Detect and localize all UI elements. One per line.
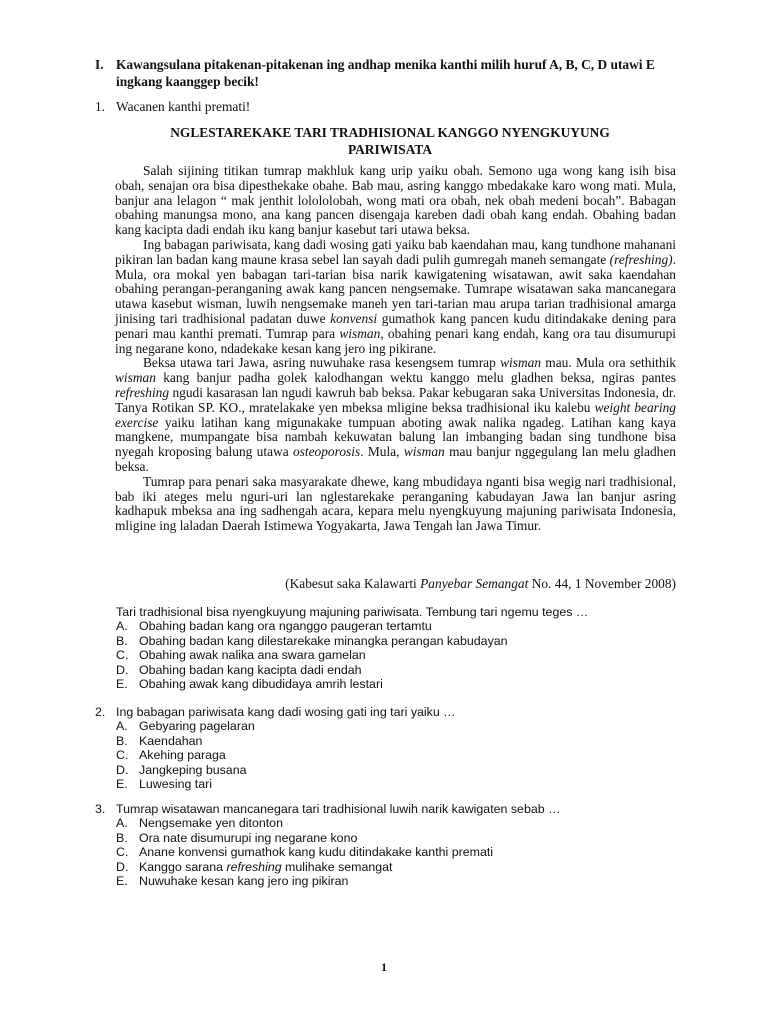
option-text: Obahing badan kang ora nganggo paugeran tertamtu — [139, 619, 432, 634]
option-text-b: mulihake semangat — [281, 859, 393, 874]
paragraph-3-text-e: yaiku latihan kang migunakake tumpuan aboting awak nalika ngadeg. Latihan kang kaya mangkene, mumpangate bisa nambah kekuwatan balung lan imbanging badan sing tundhone bisa nyegah kroposing balung utawa — [115, 414, 676, 460]
option-letter: C. — [116, 845, 129, 860]
option-text: Obahing badan kang dilestarekake minangka perangan kabudayan — [139, 633, 508, 648]
option-text: Luwesing tari — [139, 776, 213, 791]
option-letter: B. — [116, 830, 128, 845]
answer-option-d[interactable] — [116, 663, 695, 677]
question-stem: Ing babagan pariwisata kang dadi wosing gati ing tari yaiku … — [116, 705, 456, 719]
answer-options — [116, 816, 695, 888]
paragraph-3-text-f: . Mula, — [360, 444, 404, 460]
paragraph-3 — [115, 356, 676, 474]
answer-option-a[interactable] — [116, 719, 695, 733]
option-letter: A. — [116, 619, 128, 634]
term-wisman: wisman — [115, 370, 156, 386]
option-text: Obahing awak nalika ana swara gamelan — [139, 648, 366, 663]
option-text: Obahing awak kang dibudidaya amrih lestari — [139, 676, 383, 691]
source-text-a: (Kabesut saka Kalawarti — [285, 576, 421, 591]
option-letter: B. — [116, 633, 128, 648]
passage-body — [115, 164, 676, 534]
term-refreshing: refreshing — [115, 384, 170, 400]
option-text: Anane konvensi gumathok kang kudu ditindakake kanthi premati — [139, 845, 494, 860]
answer-option-a[interactable] — [116, 619, 695, 633]
option-letter: C. — [116, 748, 129, 763]
source-citation — [115, 576, 676, 592]
passage-title — [110, 124, 670, 158]
page-number: 1 — [381, 960, 387, 974]
term-refreshing: refreshing — [226, 859, 282, 874]
question-stem: Tari tradhisional bisa nyengkuyung majuning pariwisata. Tembung tari ngemu teges … — [116, 605, 589, 619]
option-letter: E. — [116, 776, 128, 791]
question-3-block — [95, 802, 695, 888]
paragraph-1-text: Salah sijining titikan tumrap makhluk kang urip yaiku obah. Semono uga wong kang isih bisa obah, senajan ora bisa dipesthekake obahe. Bab mau, asring kanggo mbedakake karo wong mati. Mula, banjur ana lelagon “ mak jenthit lolololobah, wong mati ora obah, nek obah medeni bocah”. Babagan obahing manungsa mono, ana kang pancen disengaja kareben dadi obah kang endah. Obahing badan kang kacipta dadi endah iku kang banjur kasebut tari utawa beksa. — [115, 163, 676, 238]
answer-options — [116, 719, 695, 791]
option-letter: A. — [116, 816, 128, 831]
answer-option-c[interactable] — [116, 845, 695, 859]
question-1-number: 1. — [95, 99, 106, 114]
term-weight-bearing-exercise: weight bearing exercise — [115, 399, 676, 430]
answer-option-b[interactable] — [116, 831, 695, 845]
answer-option-b[interactable] — [116, 734, 695, 748]
term-wisman: wisman — [500, 355, 542, 371]
option-text-a: Kanggo sarana — [139, 859, 227, 874]
answer-options — [116, 619, 695, 691]
term-wisman: wisman — [403, 444, 445, 460]
option-letter: E. — [116, 676, 128, 691]
option-text: Gebyaring pagelaran — [139, 719, 255, 734]
option-letter: D. — [116, 859, 129, 874]
paragraph-4 — [115, 475, 676, 534]
instruction-block — [95, 56, 695, 90]
paragraph-3-text-b: mau. Mula ora sethithik — [541, 355, 676, 371]
answer-option-b[interactable] — [116, 634, 695, 648]
passage-title-line-1: NGLESTAREKAKE TARI TRADHISIONAL KANGGO NYENGKUYUNG — [170, 125, 610, 140]
term-konvensi: konvensi — [330, 310, 378, 326]
answer-option-c[interactable] — [116, 648, 695, 662]
option-letter: D. — [116, 762, 129, 777]
paragraph-2-text-b: . Mula, ora mokal yen babagan tari-tarian bisa narik kawigatening wisatawan, awit saka kaendahan obahing perangan-peranganing awak kang pancen nengsemake. Tumrape wisatawan saka mancanegara utawa kasebut wisman, luwih nengsemake maneh yen tari-tarian mau arupa tarian tradhisional amarga jinising tari tradhisional padatan duwe — [115, 251, 676, 326]
source-magazine-name: Panyebar Semangat — [420, 576, 529, 591]
option-text: Jangkeping busana — [139, 762, 247, 777]
answer-option-e[interactable] — [116, 777, 695, 791]
option-text: Obahing badan kang kacipta dadi endah — [139, 662, 362, 677]
paragraph-3-text-g: mau banjur nggegulang lan melu gladhen beksa. — [115, 444, 676, 474]
option-letter: C. — [116, 648, 129, 663]
answer-option-d[interactable] — [116, 763, 695, 777]
paragraph-2-text-d: , obahing penari kang endah, kang ora tau disumurupi ing negarane kono, ndadekake kesan kang jero ing pikirane. — [115, 325, 676, 356]
option-text: Nuwuhake kesan kang jero ing pikiran — [139, 873, 349, 888]
paragraph-2-text-c: gumathok kang pancen kudu ditindakake dening para penari mau kanthi premati. Tumrap para — [115, 310, 677, 341]
term-wisman: wisman — [339, 325, 381, 341]
instruction-text: Kawangsulana pitakenan-pitakenan ing andhap menika kanthi milih huruf A, B, C, D utawi E ingkang kaanggep becik! — [116, 57, 655, 89]
option-text: Ora nate disumurupi ing negarane kono — [139, 830, 358, 845]
instruction-number: I. — [95, 57, 104, 72]
paragraph-4-text: Tumrap para penari saka masyarakate dhewe, kang mbudidaya nganti bisa wegig nari tradhisional, bab iki ateges melu nguri-uri lan nglestarekake peranganing kabudayan Jawa lan banjur asring kadhapuk mbeksa ana ing sadhengah acara, kepara melu nyengkuyung majuning pariwisata Indonesia, mligine ing laladan Daerah Istimewa Yogyakarta, Jawa Tengah lan Jawa Timur. — [115, 473, 676, 534]
paragraph-3-text-c: kang banjur padha golek kalodhangan wektu kanggo melu gladhen beksa, ngiras pantes — [155, 370, 676, 386]
paragraph-3-text-d: ngudi kasarasan lan ngudi kawruh bab beksa. Pakar kebugaran saka Universitas Indonesia, dr. Tanya Rotikan SP. KO., mratelakake yen mbeksa mligine beksa tradhisional iku kalebu — [115, 384, 676, 415]
answer-option-d[interactable] — [116, 860, 695, 874]
question-stem: Tumrap wisatawan mancanegara tari tradhisional luwih narik kawigaten sebab … — [116, 802, 561, 816]
passage-title-line-2: PARIWISATA — [347, 142, 433, 157]
option-letter: B. — [116, 733, 128, 748]
option-text: Akehing paraga — [139, 748, 226, 763]
paragraph-2 — [115, 238, 676, 356]
question-1-intro — [95, 99, 251, 115]
term-refreshing: (refreshing) — [609, 251, 673, 267]
option-letter: D. — [116, 662, 129, 677]
question-1-block — [95, 605, 695, 691]
paragraph-2-text-a: Ing babagan pariwisata, kang dadi wosing gati yaiku bab kaendahan mau, kang tundhone mahanani pikiran lan badan kang maune krasa sebel lan sayah dadi pulih gumregah maneh semangate — [115, 236, 676, 267]
paragraph-3-text-a: Beksa utawa tari Jawa, asring nuwuhake rasa kesengsem tumrap — [143, 355, 501, 371]
option-letter: A. — [116, 719, 128, 734]
question-1-intro-text: Wacanen kanthi premati! — [116, 99, 251, 114]
answer-option-a[interactable] — [116, 816, 695, 830]
answer-option-e[interactable] — [116, 874, 695, 888]
option-text: Nengsemake yen ditonton — [139, 816, 283, 831]
paragraph-1 — [115, 164, 676, 238]
answer-option-c[interactable] — [116, 748, 695, 762]
question-number: 3. — [95, 802, 106, 816]
question-number: 2. — [95, 705, 106, 719]
source-text-b: No. 44, 1 November 2008) — [528, 576, 676, 591]
answer-option-e[interactable] — [116, 677, 695, 691]
option-letter: E. — [116, 873, 128, 888]
option-text: Kaendahan — [139, 733, 203, 748]
question-2-block — [95, 705, 695, 791]
term-osteoporosis: osteoporosis — [292, 444, 361, 460]
